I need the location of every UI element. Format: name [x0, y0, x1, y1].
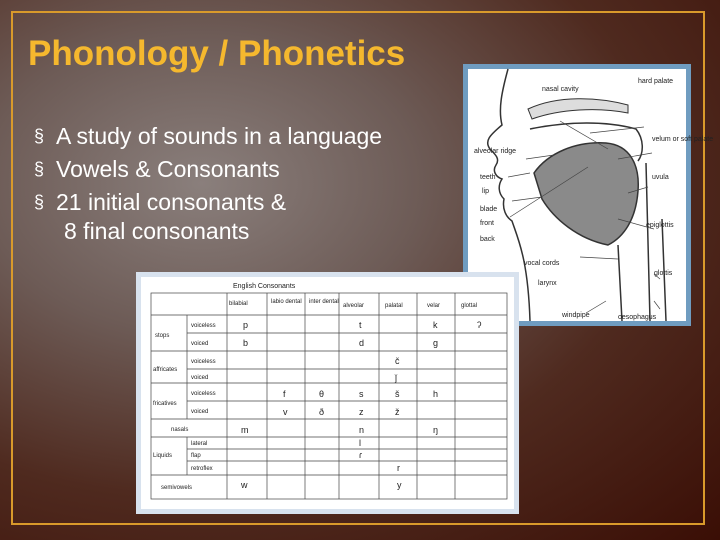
- bullet-text: A study of sounds in a language: [56, 123, 383, 149]
- label-lip: lip: [482, 188, 490, 195]
- label-epiglottis: epiglottis: [646, 222, 674, 229]
- bullet-list: [34, 122, 474, 250]
- bullet-item: [34, 155, 474, 184]
- bullet-continuation: 8 final consonants: [64, 218, 250, 244]
- row-group-affricates: affricates: [153, 367, 178, 373]
- label-larynx: larynx: [538, 280, 557, 287]
- label-nasal-cavity: nasal cavity: [542, 86, 579, 93]
- bullet-text: 21 initial consonants &: [56, 189, 287, 215]
- chart-title: English Consonants: [233, 283, 296, 290]
- cell-g: g: [433, 338, 439, 348]
- cell-h: h: [433, 389, 439, 399]
- label-back: back: [480, 236, 495, 243]
- col-header-inter-dental: inter dental: [309, 299, 339, 305]
- col-header-velar: velar: [427, 303, 441, 309]
- cell-flap: ɾ: [359, 450, 362, 460]
- cell-eth: ð: [319, 407, 325, 417]
- row-group-fricatives: fricatives: [153, 401, 177, 407]
- row-stops-voiceless: voiceless: [191, 323, 216, 329]
- col-header-labio-dental: labio dental: [271, 299, 302, 305]
- row-fricatives-voiceless: voiceless: [191, 391, 216, 397]
- bullet-text: Vowels & Consonants: [56, 156, 280, 182]
- cell-p: p: [243, 320, 249, 330]
- cell-s: s: [359, 389, 364, 399]
- cell-m: m: [241, 425, 249, 435]
- cell-ch: č: [395, 356, 400, 366]
- cell-b: b: [243, 338, 249, 348]
- cell-n: n: [359, 425, 365, 435]
- cell-z: z: [359, 407, 364, 417]
- cell-l: l: [359, 438, 361, 448]
- row-group-semivowels: semivowels: [161, 485, 193, 491]
- consonant-chart: [136, 272, 519, 514]
- label-glottis: glottis: [654, 270, 673, 277]
- bullet-marker-icon: §: [34, 126, 45, 146]
- row-fricatives-voiced: voiced: [191, 409, 209, 415]
- col-header-palatal: palatal: [385, 303, 403, 309]
- cell-j: ǰ: [395, 373, 397, 383]
- label-hard-palate: hard palate: [638, 78, 674, 85]
- row-group-liquids: Liquids: [153, 453, 173, 459]
- label-velum: velum or soft palate: [652, 136, 714, 143]
- row-affricates-voiceless: voiceless: [191, 359, 216, 365]
- bullet-item: [34, 188, 474, 246]
- cell-zh: ž: [395, 407, 400, 417]
- cell-v: v: [283, 407, 288, 417]
- cell-w: w: [241, 480, 248, 490]
- row-group-stops: stops: [155, 333, 170, 339]
- label-uvula: uvula: [652, 174, 669, 181]
- consonant-symbols: [240, 320, 482, 490]
- cell-f: f: [283, 389, 286, 399]
- cell-d: d: [359, 338, 365, 348]
- consonant-chart-svg: [141, 277, 514, 509]
- cell-y: y: [397, 480, 402, 490]
- slide-title: Phonology / Phonetics: [28, 34, 406, 73]
- cell-sh: š: [395, 389, 400, 399]
- label-vocal-cords: vocal cords: [524, 260, 560, 267]
- nasal-cavity-shape: [528, 99, 628, 119]
- label-alveolar-ridge: alveolar ridge: [474, 148, 517, 155]
- cell-t: t: [359, 320, 362, 330]
- label-front: front: [480, 220, 495, 227]
- col-header-alveolar: alveolar: [343, 303, 365, 309]
- label-blade: blade: [480, 206, 498, 213]
- label-teeth: teeth: [480, 174, 496, 181]
- cell-k: k: [433, 320, 438, 330]
- cell-r: r: [397, 463, 400, 473]
- label-windpipe: windpipe: [562, 312, 590, 319]
- row-liquids-lateral: lateral: [191, 441, 208, 447]
- row-liquids-flap: flap: [191, 453, 201, 459]
- cell-ng: ŋ: [433, 425, 439, 435]
- bullet-marker-icon: §: [34, 159, 45, 179]
- cell-glottal-stop: ʔ: [477, 320, 482, 330]
- row-group-nasals: nasals: [171, 427, 189, 433]
- col-header-glottal: glottal: [461, 303, 478, 309]
- row-stops-voiced: voiced: [191, 341, 209, 347]
- row-affricates-voiced: voiced: [191, 375, 209, 381]
- bullet-marker-icon: §: [34, 192, 45, 212]
- label-oesophagus: oesophagus: [618, 314, 657, 321]
- cell-theta: θ: [319, 389, 325, 399]
- bullet-item: [34, 122, 474, 151]
- row-liquids-retroflex: retroflex: [191, 466, 213, 472]
- col-header-bilabial: bilabial: [229, 301, 248, 307]
